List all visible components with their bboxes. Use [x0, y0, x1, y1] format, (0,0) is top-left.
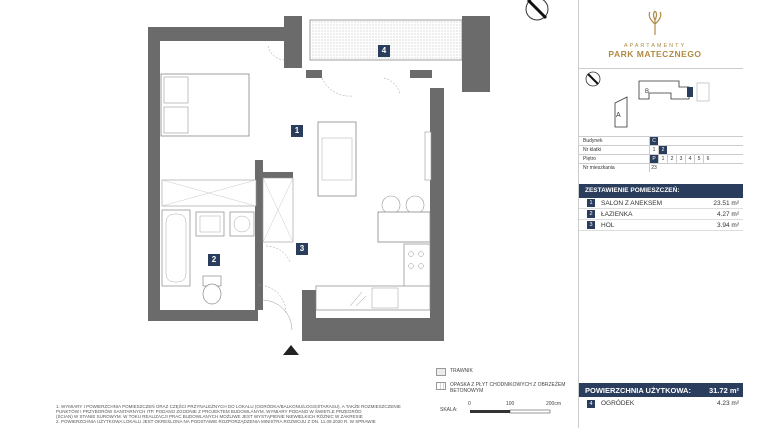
pavement-swatch — [436, 382, 446, 390]
rooms-summary-header: ZESTAWIENIE POMIESZCZEŃ: — [579, 184, 743, 198]
info-row-apartment-number: Nr mieszkania 23 — [579, 163, 743, 172]
key-plan — [579, 68, 743, 134]
note-line: 1. WYMIARY I POWIERZCHNIA POMIESZCZEŃ ORAZ CZĘŚCI PRZYNALEŻNYCH DO LOKALU (OGRÓDKA/BALKONU/LOGGII/TARASU), A TAKŻE ROZMIESZCZENIE — [56, 404, 401, 409]
sofa — [318, 122, 356, 196]
apartment-info-table — [579, 136, 743, 172]
usable-area-total — [579, 383, 743, 397]
key-plan-drawing — [579, 69, 743, 135]
info-row-floor: Piętro P 1 2 3 4 5 6 — [579, 154, 743, 163]
scale-bar — [440, 401, 572, 425]
room-tag-2: 2 — [208, 254, 220, 266]
dining-table — [378, 212, 430, 242]
total-value: 31.72 m² — [708, 385, 739, 395]
legend-item-pavement: OPASKA Z PŁYT CHODNIKOWYCH Z OBRZEŻEM BETONOWYM — [436, 382, 576, 394]
logo-line-2: PARK MATECZNEGO — [608, 49, 702, 59]
logo — [595, 10, 715, 66]
key-plan-label-b: B — [645, 89, 650, 95]
room-tag-3: 3 — [296, 243, 308, 255]
notes — [56, 404, 436, 424]
garden-row: 4 OGRÓDEK 4.23 m² — [579, 398, 743, 409]
list-item: 2 ŁAZIENKA 4.27 m² — [579, 209, 743, 220]
north-compass-icon — [522, 0, 552, 24]
scale-tick: 0 — [468, 401, 471, 407]
legend-item-lawn: TRAWNIK — [436, 368, 576, 376]
rooms-summary-list — [579, 198, 743, 231]
total-label: POWIERZCHNIA UŻYTKOWA: — [585, 385, 691, 395]
scale-label: SKALA: — [440, 407, 458, 413]
key-plan-label-a: A — [616, 112, 621, 119]
tree-logo-icon — [640, 10, 670, 36]
list-item: 1 SALON Z ANEKSEM 23.51 m² — [579, 198, 743, 209]
info-row-building: Budynek C — [579, 136, 743, 145]
entrance-arrow-icon — [283, 345, 299, 355]
info-panel — [578, 0, 742, 428]
info-row-staircase: Nr klatki 1 2 — [579, 145, 743, 154]
scale-tick: 200cm — [546, 401, 562, 407]
lawn-swatch — [436, 368, 446, 376]
list-item: 3 HOL 3.94 m² — [579, 220, 743, 231]
note-line: PUNKTÓW I PRZYBORÓW SANITARNYCH ITP. PODANO ZGODNIE Z PROJEKTEM BUDOWLANYM. WYMIARY PODANO W ŚWIETLE PRZEGRÓD — [56, 409, 362, 414]
scale-tick: 100 — [506, 401, 515, 407]
room-tag-4: 4 — [378, 45, 390, 57]
kitchen-counter — [404, 244, 430, 288]
legend — [436, 368, 576, 400]
note-line: (ŚCIAN) W STANIE SUROWYM. W TOKU REALIZACJI PRAC BUDOWLANYCH MOŻLIWE JEST WYSTĄPIENIE NIEWIELKICH RÓŻNIC W ZAKRESIE — [56, 414, 363, 419]
note-line: 2. POWIERZCHNIA UŻYTKOWA LOKALU JEST OKREŚLONA NA PODSTAWIE ROZPORZĄDZENIA MINISTRA ROZWOJU Z DN. 11.09.2020 R. W SPRAWIE — [56, 419, 376, 424]
room-tag-1: 1 — [291, 125, 303, 137]
logo-line-1: APARTAMENTY — [623, 43, 687, 49]
